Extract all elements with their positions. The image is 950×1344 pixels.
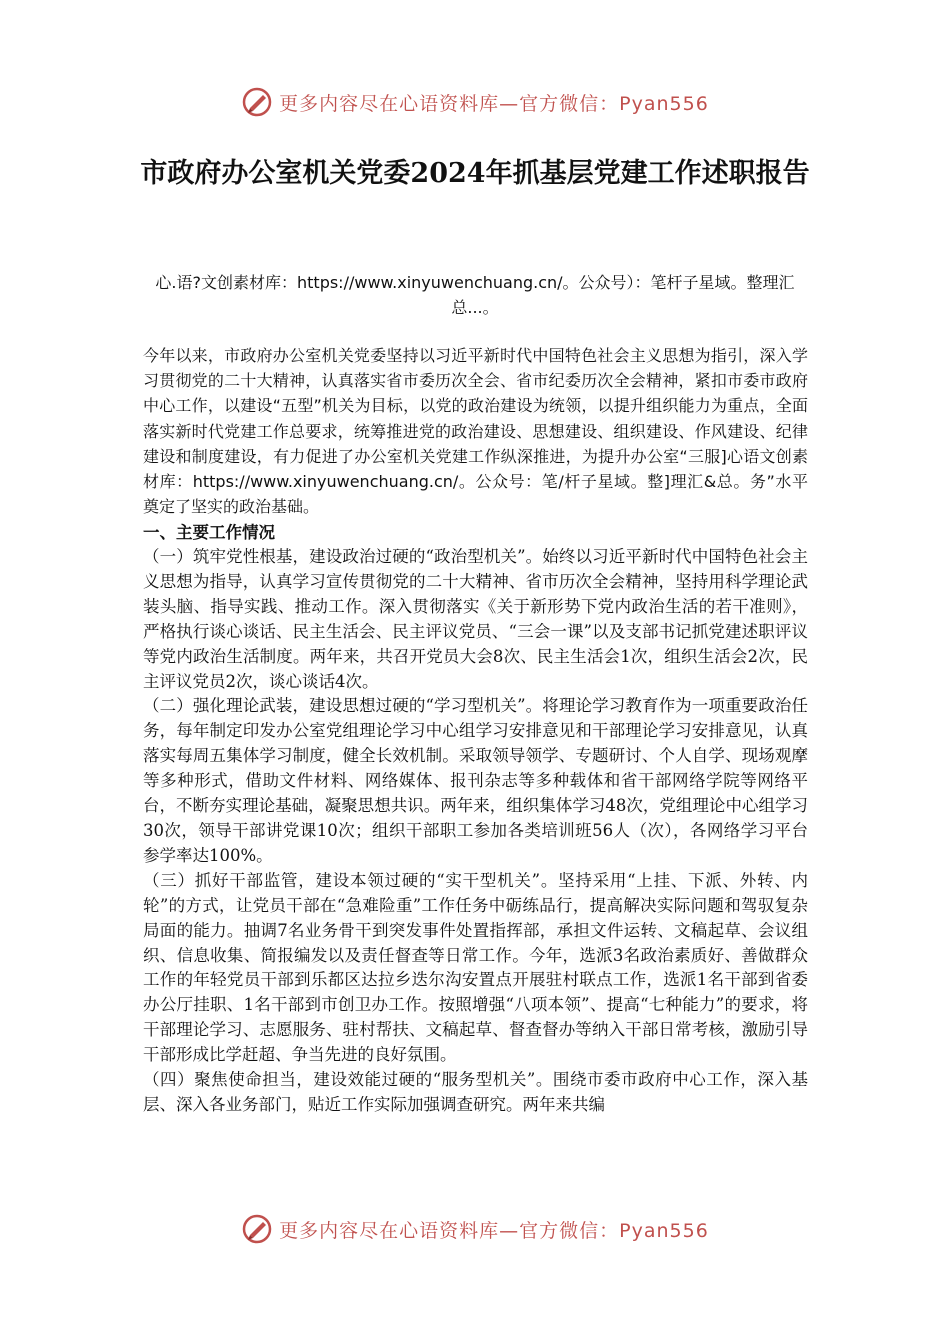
pen-circle-logo-icon (241, 86, 273, 118)
top-banner (0, 82, 950, 122)
body-text (143, 545, 808, 1118)
paragraph-learning: （二）强化理论武装，建设思想过硬的“学习型机关”。将理论学习教育作为一项重要政治任务，每年制定印发办公室党组理论学习中心组学习安排意见和干部理论学习安排意见，认真落实每周五集体学习制度，健全长效机制。采取领导领学、专题研讨、个人自学、现场观摩等多种形式，借助文件材料、网络媒体、报刊杂志等多种载体和省干部网络学院等网络平台，不断夯实理论基础，凝聚思想共识。两年来，组织集体学习48次，党组理论中心组学习30次，领导干部讲党课10次；组织干部职工参加各类培训班56人（次），各网络学习平台参学率达100%。 (143, 696, 808, 865)
banner-text: 更多内容尽在心语资料库—官方微信：Pyan556 (279, 92, 709, 115)
intro-paragraph: 今年以来，市政府办公室机关党委坚持以习近平新时代中国特色社会主义思想为指引，深入学习贯彻党的二十大精神，认真落实省市委历次全会、省市纪委历次全会精神，紧扣市委市政府中心工作，以建设“五型”机关为目标，以党的政治建设为统领，以提升组织能力为重点，全面落实新时代党建工作总要求，统筹推进党的政治建设、思想建设、组织建设、作风建设、纪律建设和制度建设，有力促进了办公室机关党建工作纵深推进，为提升办公室“三服]心语文创素材库：https://www.xinyuwenchuang.cn/。公众号：笔/杆子星域。整]理汇&总。务”水平奠定了坚实的政治基础。 (143, 346, 808, 517)
pen-circle-logo-icon (241, 1213, 273, 1245)
paragraph-political: （一）筑牢党性根基，建设政治过硬的“政治型机关”。始终以习近平新时代中国特色社会主义思想为指导，认真学习宣传贯彻党的二十大精神、省市历次全会精神，坚持用科学理论武装头脑、指导实践、推动工作。深入贯彻落实《关于新形势下党内政治生活的若干准则》，严格执行谈心谈话、民主生活会、民主评议党员、“三会一课”以及支部书记抓党建述职评议等党内政治生活制度。两年来，共召开党员大会8次、民主生活会1次，组织生活会2次，民主评议党员2次，谈心谈话4次。 (143, 547, 808, 691)
paragraph-practical: （三）抓好干部监管，建设本领过硬的“实干型机关”。坚持采用“上挂、下派、外转、内轮”的方式，让党员干部在“急难险重”工作任务中砺练品行，提高解决实际问题和驾驭复杂局面的能力。抽调7名业务骨干到突发事件处置指挥部，承担文件运转、文稿起草、会议组织、信息收集、简报编发以及责任督查等日常工作。今年，选派3名政治素质好、善做群众工作的年轻党员干部到乐都区达拉乡迭尔沟安置点开展驻村联点工作，选派1名干部到省委办公厅挂职、1名干部到市创卫办工作。按照增强“八项本领”、提高“七种能力”的要求，将干部理论学习、志愿服务、驻村帮扶、文稿起草、督查督办等纳入干部日常考核，激励引导干部形成比学赶超、争当先进的良好氛围。 (143, 870, 808, 1065)
bottom-banner (0, 1209, 950, 1249)
section-heading: 一、主要工作情况 (143, 523, 275, 542)
paragraph-service: （四）聚焦使命担当，建设效能过硬的“服务型机关”。围绕市委市政府中心工作，深入基层、深入各业务部门，贴近工作实际加强调查研究。两年来共编 (143, 1070, 808, 1114)
banner-text: 更多内容尽在心语资料库—官方微信：Pyan556 (279, 1219, 709, 1242)
source-note: 心.语?文创素材库：https://www.xinyuwenchuang.cn/。公众号）：笔杆子星域。整理汇总...。 (155, 273, 795, 317)
document-title: 市政府办公室机关党委2024年抓基层党建工作述职报告 (140, 158, 810, 189)
